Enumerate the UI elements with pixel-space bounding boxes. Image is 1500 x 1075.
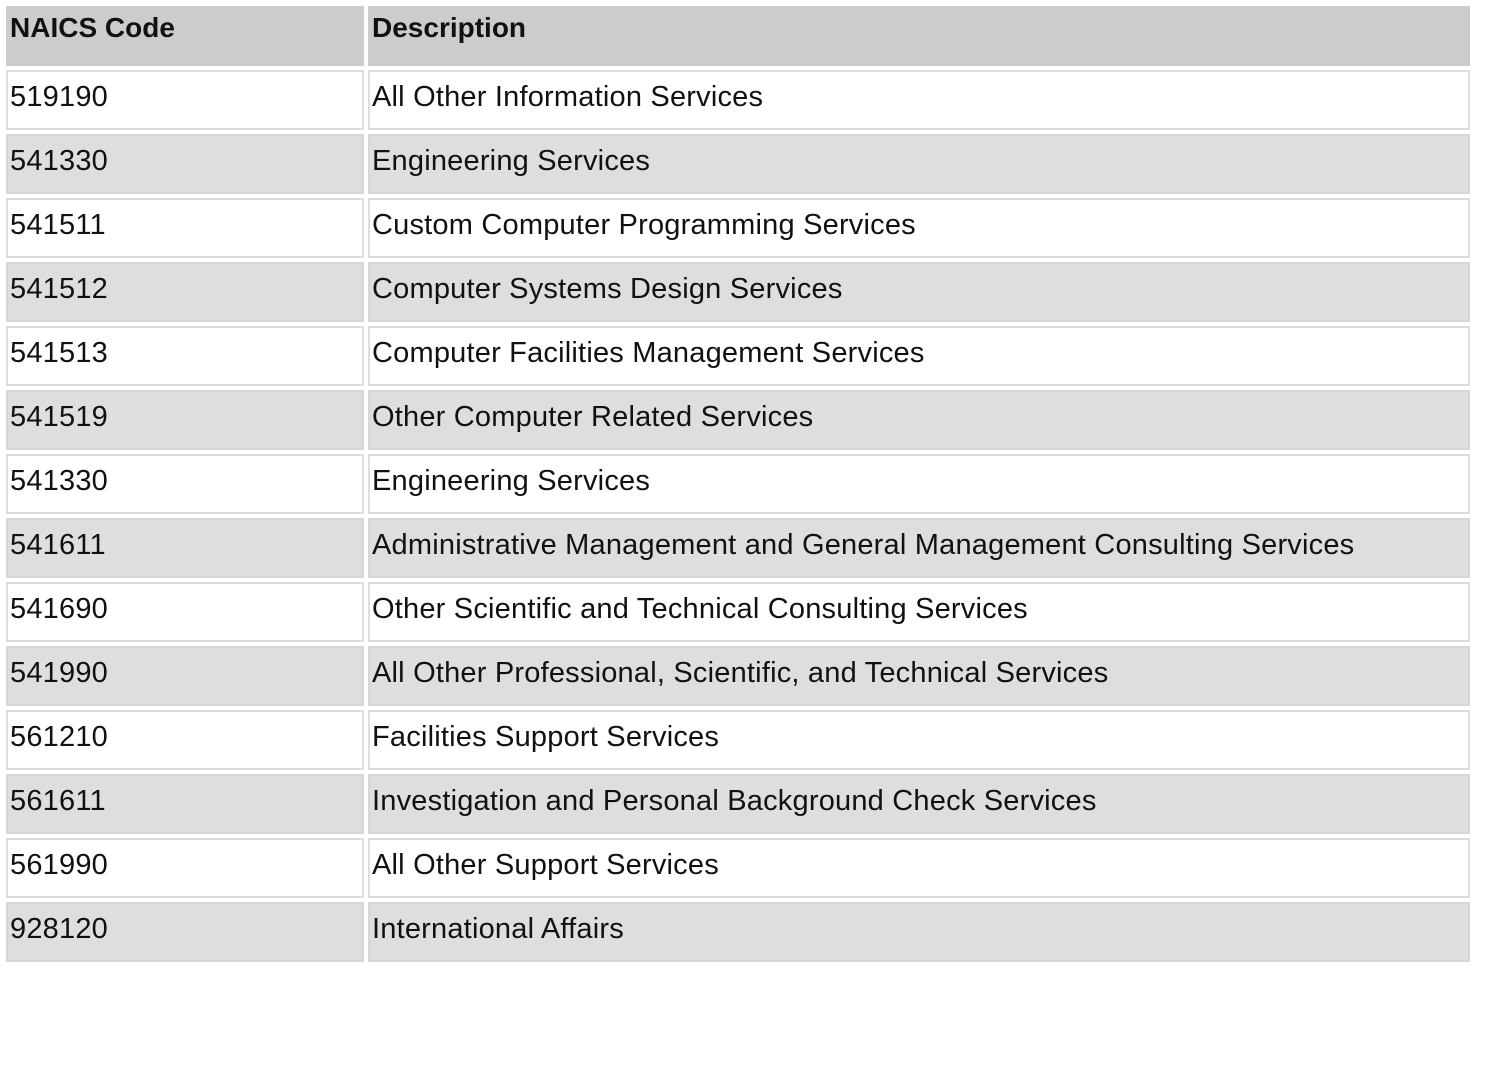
- naics-code-cell: 928120: [6, 902, 364, 962]
- table-row: [6, 838, 1470, 898]
- description-cell: All Other Support Services: [368, 838, 1470, 898]
- description-cell: Facilities Support Services: [368, 710, 1470, 770]
- description-cell: Administrative Management and General Management Consulting Services: [368, 518, 1470, 578]
- table-row: [6, 326, 1470, 386]
- naics-code-cell: 519190: [6, 70, 364, 130]
- table-row: [6, 454, 1470, 514]
- description-cell: Engineering Services: [368, 134, 1470, 194]
- table-row: [6, 262, 1470, 322]
- header-row: [6, 6, 1470, 66]
- table-row: [6, 710, 1470, 770]
- naics-code-cell: 541330: [6, 134, 364, 194]
- table-row: [6, 902, 1470, 962]
- naics-code-cell: 541690: [6, 582, 364, 642]
- table-row: [6, 774, 1470, 834]
- naics-code-cell: 541611: [6, 518, 364, 578]
- description-cell: Investigation and Personal Background Check Services: [368, 774, 1470, 834]
- description-cell: Custom Computer Programming Services: [368, 198, 1470, 258]
- header-naics-code: NAICS Code: [6, 6, 364, 66]
- description-cell: All Other Professional, Scientific, and Technical Services: [368, 646, 1470, 706]
- description-cell: Other Computer Related Services: [368, 390, 1470, 450]
- table-row: [6, 390, 1470, 450]
- naics-code-cell: 561990: [6, 838, 364, 898]
- header-description: Description: [368, 6, 1470, 66]
- table-row: [6, 582, 1470, 642]
- description-cell: International Affairs: [368, 902, 1470, 962]
- table-row: [6, 70, 1470, 130]
- table-row: [6, 646, 1470, 706]
- naics-code-table: [2, 2, 1474, 966]
- table-row: [6, 198, 1470, 258]
- table-header: [6, 6, 1470, 66]
- naics-code-cell: 541512: [6, 262, 364, 322]
- table-body: [6, 70, 1470, 962]
- description-cell: Engineering Services: [368, 454, 1470, 514]
- naics-code-cell: 541990: [6, 646, 364, 706]
- naics-code-cell: 561210: [6, 710, 364, 770]
- naics-code-cell: 541519: [6, 390, 364, 450]
- naics-code-cell: 541513: [6, 326, 364, 386]
- table-row: [6, 518, 1470, 578]
- table-row: [6, 134, 1470, 194]
- naics-code-cell: 541511: [6, 198, 364, 258]
- description-cell: Other Scientific and Technical Consulting Services: [368, 582, 1470, 642]
- description-cell: Computer Systems Design Services: [368, 262, 1470, 322]
- naics-code-cell: 561611: [6, 774, 364, 834]
- description-cell: Computer Facilities Management Services: [368, 326, 1470, 386]
- description-cell: All Other Information Services: [368, 70, 1470, 130]
- naics-code-cell: 541330: [6, 454, 364, 514]
